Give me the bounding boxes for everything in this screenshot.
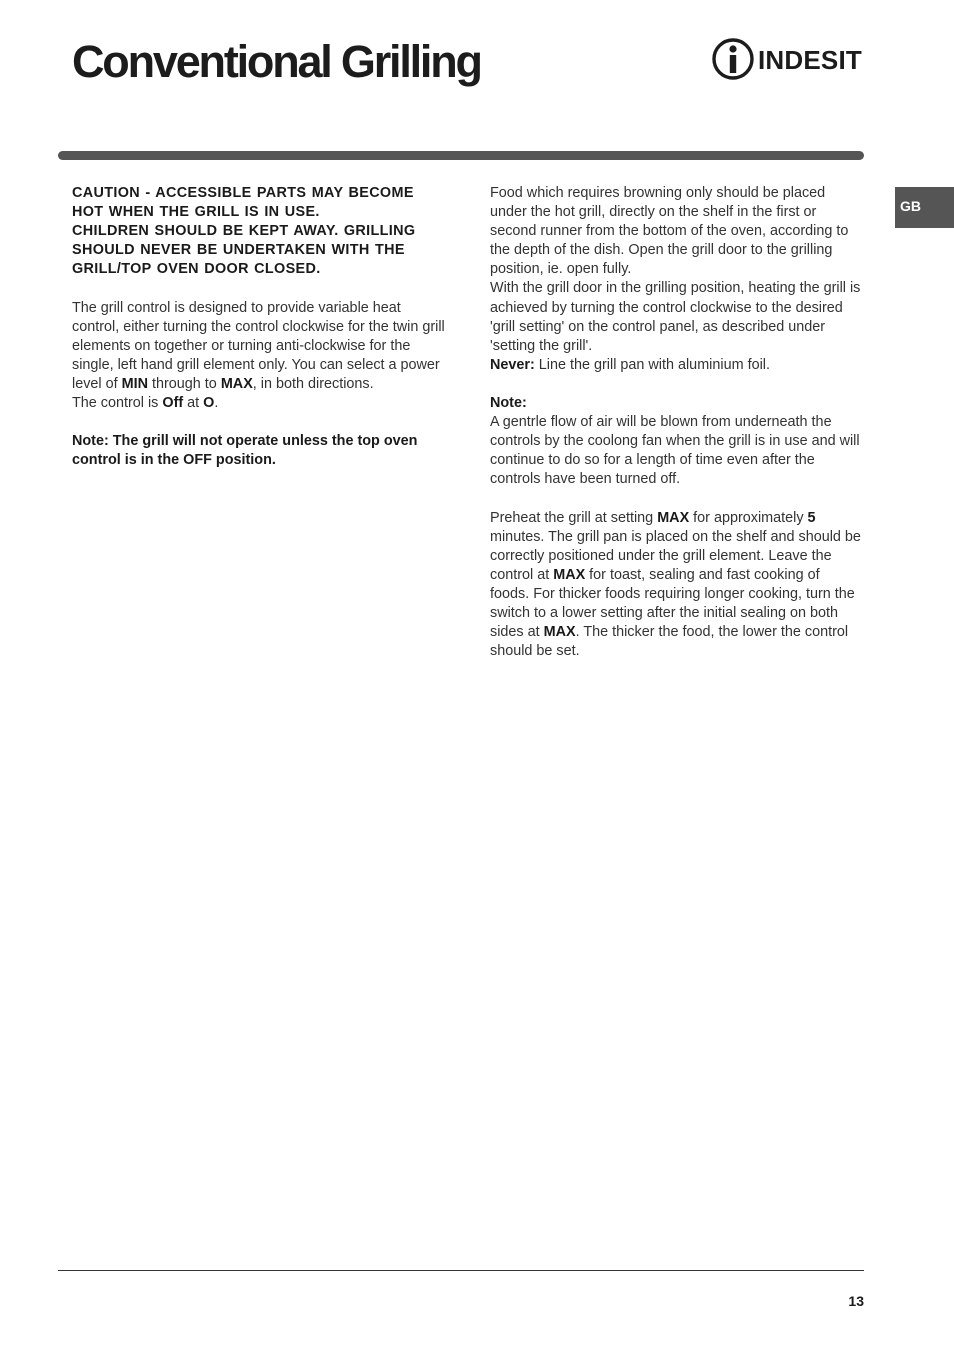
language-tab: GB [895,187,954,228]
never-warning: Never: Line the grill pan with aluminium foil. [490,356,770,373]
note-heading: Note: [490,395,527,412]
footer-rule [58,1270,864,1271]
grill-note: Note: The grill will not operate unless the top oven control is in the OFF position. [72,433,418,469]
browning-paragraph: Food which requires browning only should be placed under the hot grill, directly on the shelf in the first or second runner from the bottom of the oven, according to the depth of the dish. Open the grill door to the grilling position, ie. open fully. [490,185,849,278]
caution-warning: CAUTION - ACCESSIBLE PARTS MAY BECOME HOT WHEN THE GRILL IS IN USE. [72,185,414,221]
control-off-paragraph: The control is Off at O. [72,395,219,412]
left-column [72,184,448,470]
grill-control-paragraph: The grill control is designed to provide variable heat control, either turning the control clockwise for the twin grill elements on together or turning anti-clockwise for the single, left hand grill element only. You can select a power level of MIN through to MAX, in both directions. [72,299,445,392]
header-rule [58,151,864,160]
grill-door-paragraph: With the grill door in the grilling position, heating the grill is achieved by turning the control clockwise to the desired 'grill setting' on the control panel, as described under 'setting the grill'. [490,280,861,354]
indesit-logo [711,36,865,82]
brand-wordmark: INDESIT [758,45,862,75]
preheat-paragraph: Preheat the grill at setting MAX for approximately 5 minutes. The grill pan is placed on the shelf and should be correctly positioned under the grill element. Leave the control at MAX for toast, sealing and fast cooking of foods. For thicker foods requiring longer cooking, turn the switch to a lower setting after the initial sealing on both sides at MAX. The thicker the food, the lower the control should be set. [490,509,861,660]
page-title: Conventional Grilling [72,36,481,87]
note-paragraph: A gentrle flow of air will be blown from underneath the controls by the coolong fan when the grill is in use and will continue to do so for a length of time even after the controls have been turned off. [490,414,860,488]
right-column [490,184,862,661]
children-warning: CHILDREN SHOULD BE KEPT AWAY. GRILLING SHOULD NEVER BE UNDERTAKEN WITH THE GRILL/TOP OVEN DOOR CLOSED. [72,223,416,278]
page-number: 13 [848,1293,864,1309]
